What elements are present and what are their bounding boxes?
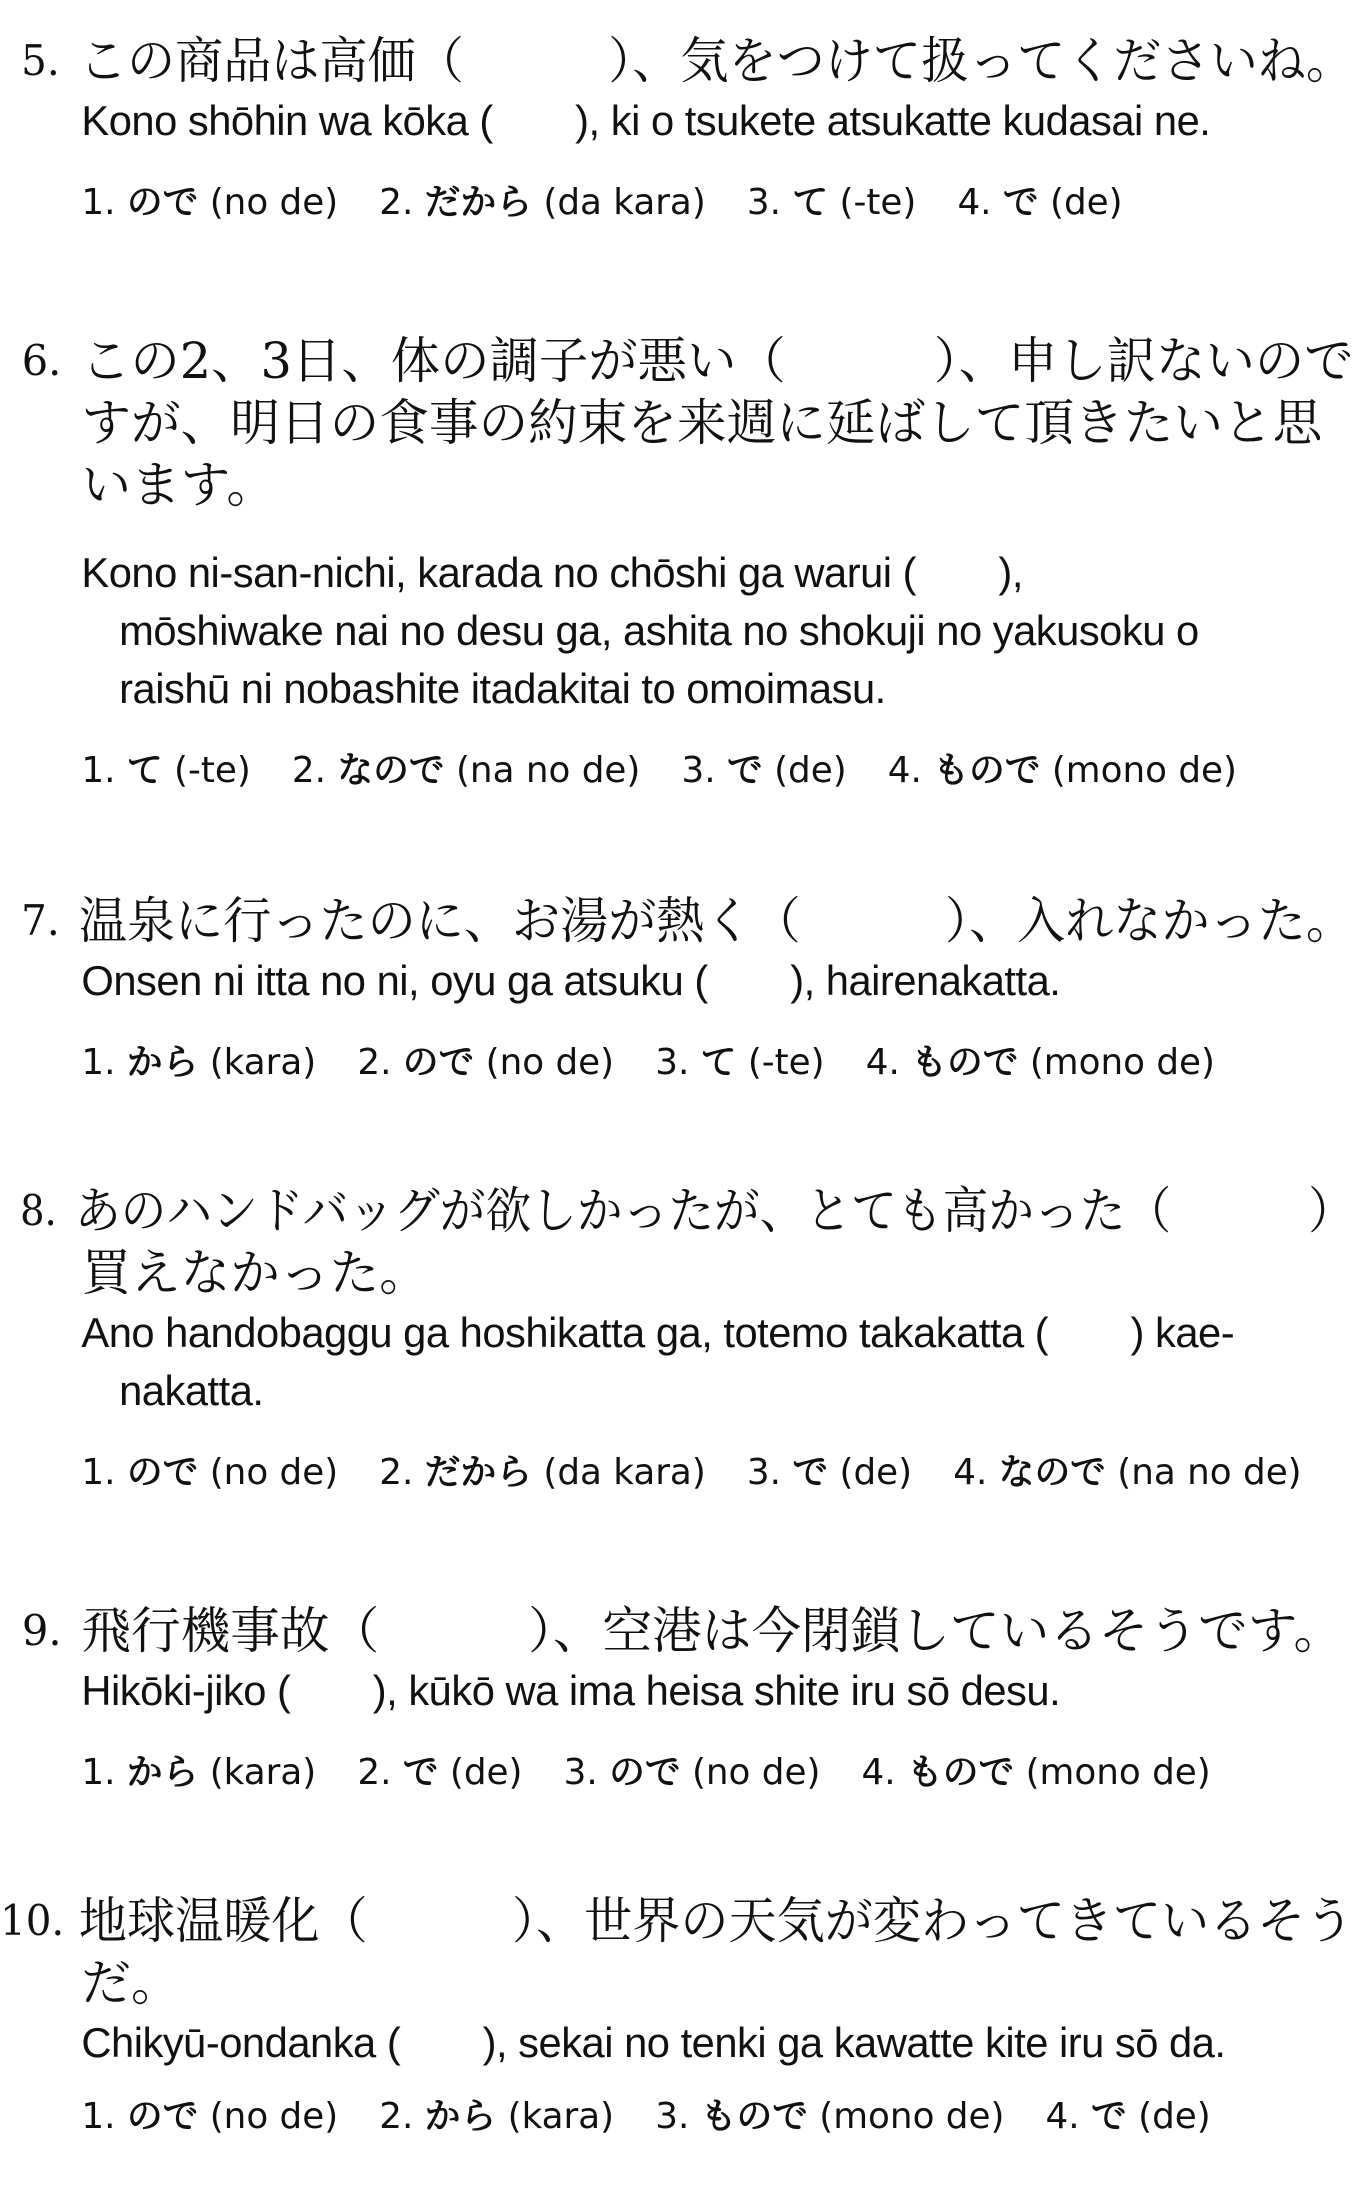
japanese-line: すが、明日の食事の約束を来週に延ばして頂きたいと思 — [81, 394, 1323, 452]
option-4[interactable]: 4. で (de) — [1045, 2096, 1211, 2137]
option-1[interactable]: 1. から (kara) — [81, 1752, 317, 1793]
option-3[interactable]: 3. もので (mono de) — [655, 2096, 1005, 2137]
japanese-line: 9. 飛行機事故（ ）、空港は今閉鎖しているそうです。 — [21, 1602, 1344, 1660]
question-number: 5. — [21, 36, 60, 85]
question-number: 9. — [21, 1606, 62, 1655]
japanese-line: 8. あのハンドバッグが欲しかったが、とても高かった（ ） — [20, 1182, 1355, 1240]
romaji-line: Chikyū-ondanka ( ), sekai no tenki ga kawatte kite iru sō da. — [81, 2019, 1226, 2066]
answer-options — [0, 1748, 1354, 1798]
option-2[interactable]: 2. ので (no de) — [357, 1042, 615, 1083]
option-3[interactable]: 3. で (de) — [746, 1452, 913, 1493]
romaji-line: nakatta. — [119, 1367, 264, 1414]
romaji-line: Kono ni-san-nichi, karada no chōshi ga warui ( ), — [81, 549, 1023, 596]
japanese-line: 6. この2、3日、体の調子が悪い（ ）、申し訳ないので — [21, 332, 1354, 390]
question-number: 7. — [21, 896, 60, 945]
question-8 — [0, 1180, 1364, 1498]
question-7 — [0, 890, 1364, 1088]
option-1[interactable]: 1. ので (no de) — [81, 1452, 339, 1493]
romaji-line: Ano handobaggu ga hoshikatta ga, totemo takakatta ( ) kae- — [81, 1309, 1235, 1356]
answer-options — [0, 2092, 1354, 2142]
option-2[interactable]: 2. から (kara) — [379, 2096, 615, 2137]
answer-options — [0, 178, 1354, 228]
option-4[interactable]: 4. もので (mono de) — [861, 1752, 1211, 1793]
question-10 — [0, 1890, 1364, 2142]
option-3[interactable]: 3. て (-te) — [655, 1042, 825, 1083]
romaji-line: Hikōki-jiko ( ), kūkō wa ima heisa shite iru sō desu. — [81, 1667, 1061, 1714]
option-1[interactable]: 1. から (kara) — [81, 1042, 317, 1083]
option-1[interactable]: 1. ので (no de) — [81, 182, 339, 223]
answer-options — [0, 746, 1354, 796]
japanese-line: 7. 温泉に行ったのに、お湯が熱く（ ）、入れなかった。 — [21, 892, 1355, 950]
question-9 — [0, 1600, 1364, 1798]
question-5 — [0, 30, 1364, 228]
option-1[interactable]: 1. て (-te) — [81, 750, 251, 791]
question-number: 8. — [20, 1186, 57, 1235]
romaji-line: Kono shōhin wa kōka ( ), ki o tsukete atsukatte kudasai ne. — [81, 97, 1211, 144]
option-2[interactable]: 2. だから (da kara) — [379, 182, 706, 223]
japanese-line: 買えなかった。 — [81, 1244, 429, 1302]
option-2[interactable]: 2. だから (da kara) — [379, 1452, 706, 1493]
japanese-line: 5. この商品は高価（ ）、気をつけて扱ってくださいね。 — [21, 32, 1355, 90]
option-1[interactable]: 1. ので (no de) — [81, 2096, 339, 2137]
option-2[interactable]: 2. で (de) — [357, 1752, 523, 1793]
japanese-line: います。 — [81, 456, 276, 514]
option-4[interactable]: 4. で (de) — [957, 182, 1123, 223]
japanese-line: だ。 — [81, 1954, 181, 2012]
romaji-line: mōshiwake nai no desu ga, ashita no shokuji no yakusoku o — [119, 607, 1199, 654]
romaji-line: Onsen ni itta no ni, oyu ga atsuku ( ), hairenakatta. — [81, 957, 1061, 1004]
option-4[interactable]: 4. なので (na no de) — [953, 1452, 1302, 1493]
option-4[interactable]: 4. もので (mono de) — [865, 1042, 1215, 1083]
answer-options — [0, 1448, 1354, 1498]
question-number: 6. — [21, 336, 62, 385]
romaji-line: raishū ni nobashite itadakitai to omoimasu. — [119, 665, 886, 712]
option-3[interactable]: 3. で (de) — [681, 750, 847, 791]
answer-options — [0, 1038, 1354, 1088]
option-2[interactable]: 2. なので (na no de) — [291, 750, 641, 791]
option-4[interactable]: 4. もので (mono de) — [887, 750, 1237, 791]
question-6 — [0, 330, 1364, 796]
option-3[interactable]: 3. て (-te) — [746, 182, 917, 223]
question-number: 10. — [0, 1896, 65, 1945]
option-3[interactable]: 3. ので (no de) — [563, 1752, 821, 1793]
japanese-line: 10. 地球温暖化（ ）、世界の天気が変わってきているそう — [0, 1892, 1354, 1950]
